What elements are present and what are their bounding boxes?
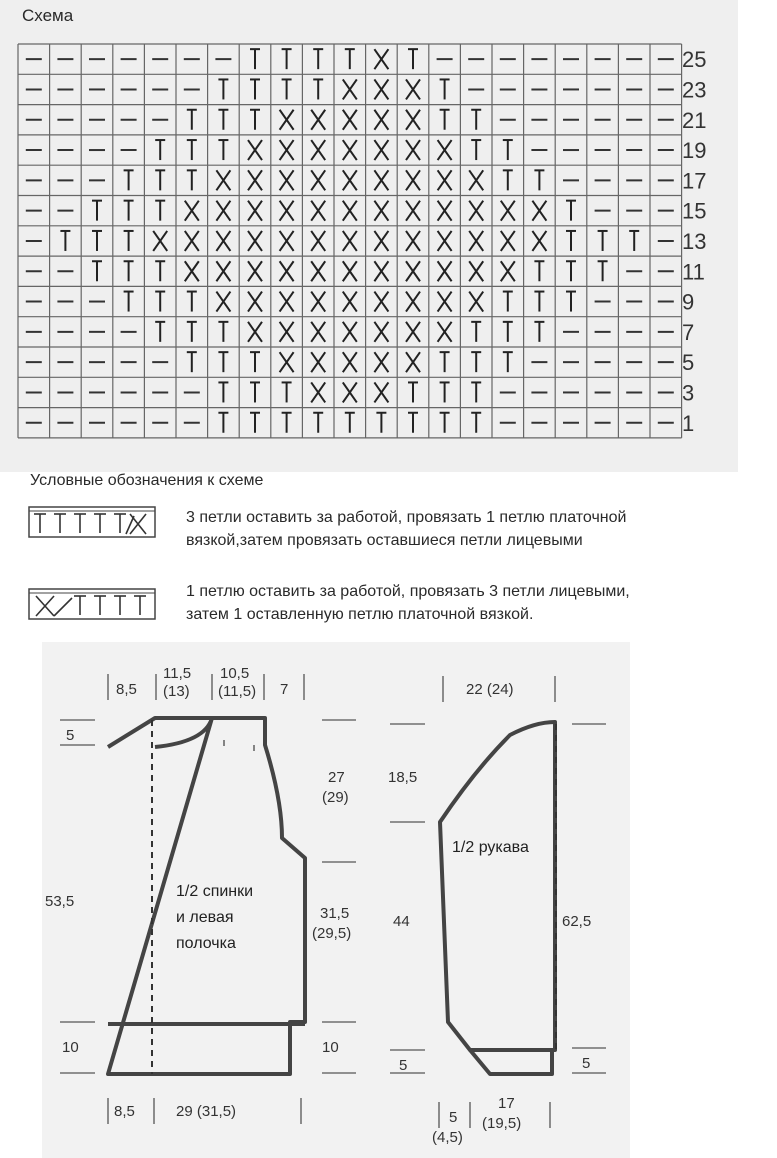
row-number: 13 — [682, 228, 707, 254]
row-number: 19 — [682, 138, 707, 164]
body-bottom-dim-1: 8,5 — [114, 1103, 135, 1120]
row-number: 17 — [682, 168, 707, 194]
body-left-dim-1: 5 — [66, 727, 75, 744]
sleeve-label: 1/2 рукава — [452, 839, 529, 856]
row-number: 3 — [682, 380, 695, 406]
body-top-dim-2: 11,5 — [163, 665, 192, 682]
body-bottom-dim-2: 29 (31,5) — [176, 1103, 237, 1120]
sleeve-right-dim-2: 5 — [582, 1055, 591, 1072]
body-label-line1: 1/2 спинки — [176, 883, 254, 900]
sleeve-right-dim-1: 62,5 — [562, 913, 592, 930]
sleeve-outline — [440, 722, 555, 1050]
sleeve-top-dim: 22 (24) — [466, 681, 514, 698]
body-top-dim-3b: (11,5) — [218, 683, 257, 700]
row-number: 25 — [682, 47, 707, 73]
row-number: 21 — [682, 107, 707, 133]
body-label-line2: и левая — [176, 909, 234, 926]
row-number: 9 — [682, 289, 695, 315]
row-number: 11 — [682, 259, 705, 285]
body-right-dim-1: 27 — [328, 769, 345, 786]
body-left-dim-2: 53,5 — [45, 893, 75, 910]
sleeve-left-dim-3: 5 — [399, 1057, 408, 1074]
row-number: 15 — [682, 198, 707, 224]
legend-item-1-line1: 3 петли оставить за работой, провязать 1 петлю платочной — [186, 509, 627, 526]
row-number: 1 — [682, 410, 695, 436]
sleeve-left-dim-1: 18,5 — [388, 769, 418, 786]
sleeve-bottom-dim-2b: (19,5) — [482, 1115, 522, 1132]
row-number: 7 — [682, 319, 695, 345]
row-number: 5 — [682, 350, 695, 376]
row-number: 23 — [682, 77, 707, 103]
body-top-dim-4: 7 — [280, 681, 289, 698]
body-right-dim-2b: (29,5) — [312, 925, 352, 942]
legend-item-2-line2: затем 1 оставленную петлю платочной вязкой. — [186, 606, 534, 623]
sleeve-bottom-dim-1: 5 — [449, 1109, 458, 1126]
body-right-dim-2: 31,5 — [320, 905, 350, 922]
body-label-line3: полочка — [176, 935, 236, 952]
body-right-dim-3: 10 — [322, 1039, 339, 1056]
body-right-dim-1b: (29) — [322, 789, 349, 806]
sleeve-bottom-dim-2: 17 — [498, 1095, 515, 1112]
legend-item-1-line2: вязкой,затем провязать оставшиеся петли лицевыми — [186, 532, 583, 549]
body-top-dim-1: 8,5 — [116, 681, 137, 698]
legend-item-2-line1: 1 петлю оставить за работой, провязать 3 петли лицевыми, — [186, 583, 630, 600]
body-left-dim-3: 10 — [62, 1039, 79, 1056]
sleeve-bottom-dim-1b: (4,5) — [432, 1129, 463, 1146]
sleeve-left-dim-2: 44 — [393, 913, 410, 930]
body-top-dim-2b: (13) — [163, 683, 190, 700]
chart-title: Схема — [22, 6, 74, 25]
legend-title: Условные обозначения к схеме — [30, 472, 264, 489]
body-top-dim-3: 10,5 — [220, 665, 250, 682]
sleeve-cuff-outline — [470, 1050, 552, 1074]
